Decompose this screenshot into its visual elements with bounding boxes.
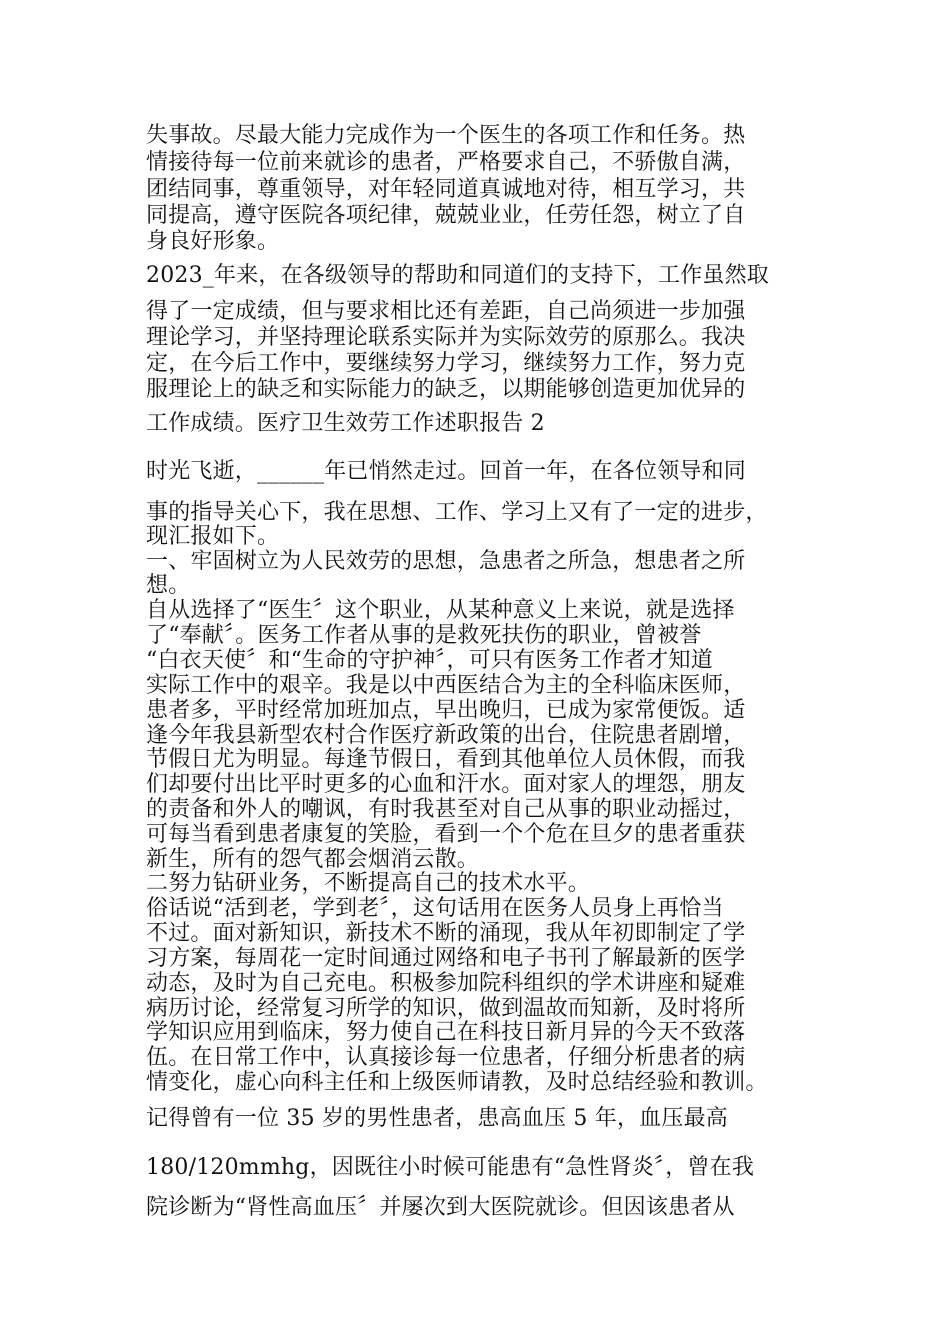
text-line: 不过。面对新知识，新技术不断的涌现，我从年初即制定了学 xyxy=(146,921,746,946)
text-line: 俗话说“活到老，学到老〞，这句话用在医务人员身上再恰当 xyxy=(146,896,724,921)
text-line: 实际工作中的艰辛。我是以中西医结合为主的全科临床医师， xyxy=(146,673,746,698)
text-line: 时光飞逝，______年已悄然走过。回首一年，在各位领导和同 xyxy=(146,459,747,484)
text-line: 想。 xyxy=(146,573,191,598)
text-line: 失事故。尽最大能力完成作为一个医生的各项工作和任务。热 xyxy=(146,123,746,148)
section-heading: 工作成绩。医疗卫生效劳工作述职报告 2 xyxy=(146,411,545,436)
text-line: 新生，所有的怨气都会烟消云散。 xyxy=(146,847,480,872)
text-line: 学知识应用到临床，努力使自己在科技日新月异的今天不致落 xyxy=(146,1020,746,1045)
text-line: 病历讨论，经常复习所学的知识，做到温故而知新，及时将所 xyxy=(146,996,746,1021)
text-line: 定，在今后工作中，要继续努力学习，继续努力工作，努力克 xyxy=(146,351,746,376)
text-line: 的责备和外人的嘲讽，有时我甚至对自己从事的职业动摇过， xyxy=(146,797,746,822)
text-line: 了“奉献〞。医务工作者从事的是救死扶伤的职业，曾被誉 xyxy=(146,623,702,648)
text-line: 自从选择了“医生〞这个职业，从某种意义上来说，就是选择 xyxy=(146,598,735,623)
text-line: 同提高，遵守医院各项纪律，兢兢业业，任劳任怨，树立了自 xyxy=(146,203,746,228)
text-line: 2023_年来，在各级领导的帮助和同道们的支持下，工作虽然取 xyxy=(146,263,769,288)
text-line: 理论学习，并坚持理论联系实际并为实际效劳的原那么。我决 xyxy=(146,325,746,350)
text-line: 情变化，虚心向科主任和上级医师请教，及时总结经验和教训。 xyxy=(146,1070,768,1095)
text-line: 得了一定成绩，但与要求相比还有差距，自己尚须进一步加强 xyxy=(146,299,746,324)
text-line: 180/120mmhg，因既往小时候可能患有“急性肾炎〞，曾在我 xyxy=(146,1155,755,1180)
text-line: 现汇报如下。 xyxy=(146,524,280,549)
text-line: 可每当看到患者康复的笑脸，看到一个个危在旦夕的患者重获 xyxy=(146,822,746,847)
text-line: 一、牢固树立为人民效劳的思想，急患者之所急，想患者之所 xyxy=(146,549,746,574)
text-line: 节假日尤为明显。每逢节假日，看到其他单位人员休假，而我 xyxy=(146,747,746,772)
text-line: 动态，及时为自己充电。积极参加院科组织的学术讲座和疑难 xyxy=(146,971,746,996)
text-line: 身良好形象。 xyxy=(146,229,280,254)
text-line: 院诊断为“肾性高血压〞并屡次到大医院就诊。但因该患者从 xyxy=(146,1195,735,1220)
text-line: 记得曾有一位 35 岁的男性患者，患高血压 5 年，血压最高 xyxy=(146,1106,728,1131)
text-line: 患者多，平时经常加班加点，早出晚归，已成为家常便饭。适 xyxy=(146,698,746,723)
text-line: 逢今年我县新型农村合作医疗新政策的出台，住院患者剧增， xyxy=(146,723,746,748)
text-line: 伍。在日常工作中，认真接诊每一位患者，仔细分析患者的病 xyxy=(146,1045,746,1070)
text-line: 二努力钻研业务，不断提高自己的技术水平。 xyxy=(146,871,591,896)
text-line: 服理论上的缺乏和实际能力的缺乏，以期能够创造更加优异的 xyxy=(146,377,746,402)
text-line: 情接待每一位前来就诊的患者，严格要求自己，不骄傲自满， xyxy=(146,150,746,175)
text-line: “白衣天使〞和“生命的守护神〞，可只有医务工作者才知道 xyxy=(146,648,713,673)
text-line: 们却要付出比平时更多的心血和汗水。面对家人的埋怨，朋友 xyxy=(146,772,746,797)
text-line: 事的指导关心下，我在思想、工作、学习上又有了一定的进步， xyxy=(146,500,768,525)
text-line: 习方案，每周花一定时间通过网络和电子书刊了解最新的医学 xyxy=(146,946,746,971)
text-line: 团结同事，尊重领导，对年轻同道真诚地对待，相互学习，共 xyxy=(146,177,746,202)
